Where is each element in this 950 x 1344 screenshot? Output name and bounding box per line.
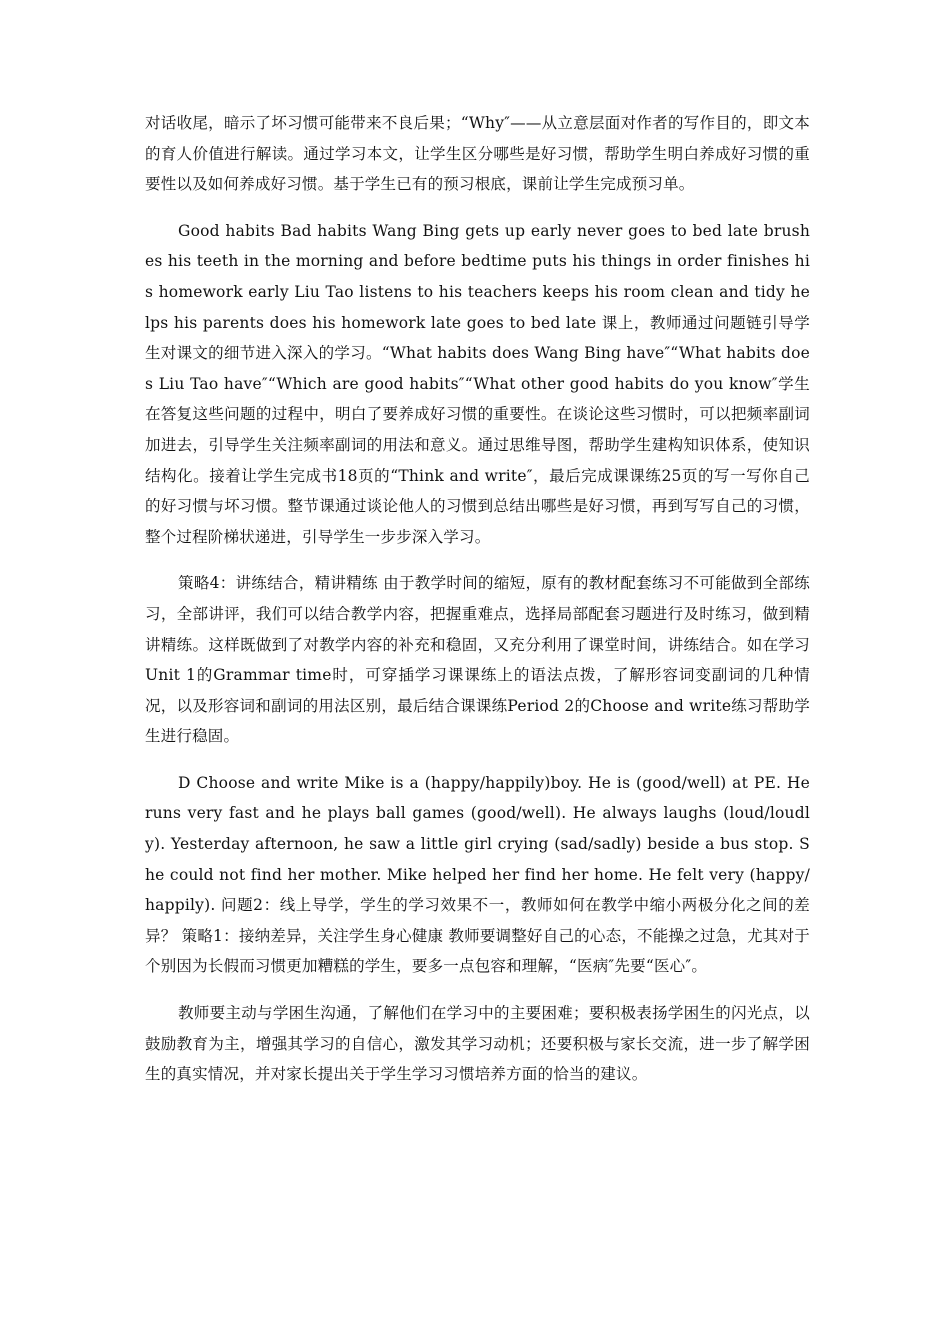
paragraph-5: 教师要主动与学困生沟通，了解他们在学习中的主要困难；要积极表扬学困生的闪光点，以鼓励教育为主，增强其学习的自信心，激发其学习动机；还要积极与家长交流，进一步了解学困生的真实情况，并对家长提出关于学生学习习惯培养方面的恰当的建议。: [145, 1004, 810, 1084]
paragraph-4: D Choose and write Mike is a (happy/happily)boy. He is (good/well) at PE. He runs very fast and he plays ball games (good/well). He always laughs (loud/loudly). Yesterday afternoon, he saw a little girl crying (sad/sadly) beside a bus stop. She could not find her mother. Mike helped her find her home. He felt very (happy/happily). 问题2：线上导学，学生的学习效果不一，教师如何在教学中缩小两极分化之间的差异？ 策略1：接纳差异，关注学生身心健康 教师要调整好自己的心态，不能操之过急，尤其对于个别因为长假而习惯更加糟糕的学生，要多一点包容和理解，“医病″先要“医心″。: [145, 773, 810, 976]
document-page: [145, 108, 810, 1106]
paragraph-3: 策略4：讲练结合，精讲精练 由于教学时间的缩短，原有的教材配套练习不可能做到全部练习，全部讲评，我们可以结合教学内容，把握重难点，选择局部配套习题进行及时练习，做到精讲精练。这样既做到了对教学内容的补充和稳固，又充分利用了课堂时间，讲练结合。如在学习Unit 1的Grammar time时，可穿插学习课课练上的语法点拨，了解形容词变副词的几种情况，以及形容词和副词的用法区别，最后结合课课练Period 2的Choose and write练习帮助学生进行稳固。: [145, 574, 810, 746]
paragraph-2: Good habits Bad habits Wang Bing gets up early never goes to bed late brushes his teeth in the morning and before bedtime puts his things in order finishes his homework early Liu Tao listens to his teachers keeps his room clean and tidy helps his parents does his homework late goes to bed late 课上，教师通过问题链引导学生对课文的细节进入深入的学习。“What habits does Wang Bing have″“What habits does Liu Tao have″“Which are good habits″“What other good habits do you know″学生在答复这些问题的过程中，明白了要养成好习惯的重要性。在谈论这些习惯时，可以把频率副词加进去，引导学生关注频率副词的用法和意义。通过思维导图，帮助学生建构知识体系，使知识结构化。接着让学生完成书18页的“Think and write″，最后完成课课练25页的写一写你自己的好习惯与坏习惯。整节课通过谈论他人的习惯到总结出哪些是好习惯，再到写写自己的习惯，整个过程阶梯状递进，引导学生一步步深入学习。: [145, 221, 810, 546]
paragraph-1: 对话收尾，暗示了坏习惯可能带来不良后果；“Why″——从立意层面对作者的写作目的，即文本的育人价值进行解读。通过学习本文，让学生区分哪些是好习惯，帮助学生明白养成好习惯的重要性以及如何养成好习惯。基于学生已有的预习根底，课前让学生完成预习单。: [145, 114, 810, 194]
